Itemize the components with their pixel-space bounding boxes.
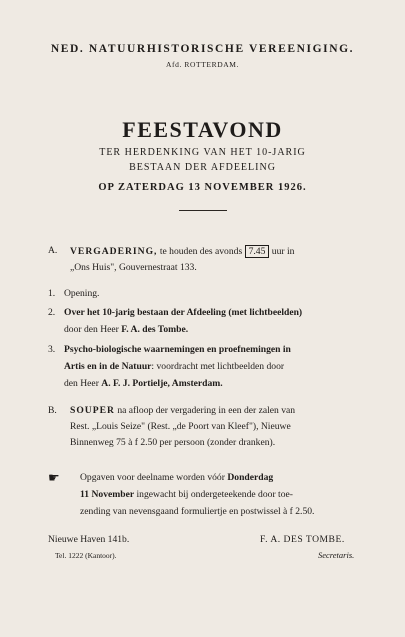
- program-item-1: Opening.: [64, 288, 100, 299]
- program-num-2: 2.: [48, 307, 56, 318]
- program-item-3-line2: [64, 361, 284, 372]
- program-item-2-line1: Over het 10-jarig bestaan der Afdeeling (met lichtbeelden): [64, 307, 303, 318]
- section-b-line2: Rest. „Louis Seize" (Rest. „de Poort van Kleef"), Nieuwe: [70, 421, 291, 432]
- section-b-letter: B.: [48, 405, 57, 416]
- section-a-line1: [70, 245, 294, 258]
- section-a-heading: VERGADERING,: [70, 246, 158, 257]
- subtitle-line-2: BESTAAN DER AFDEELING: [129, 162, 276, 173]
- footer-signatory: F. A. DES TOMBE.: [260, 534, 345, 545]
- section-a-text: te houden des avonds: [159, 246, 243, 257]
- section-a-letter: A.: [48, 245, 58, 256]
- program-num-1: 1.: [48, 288, 56, 299]
- notice-line2: [80, 489, 293, 500]
- program-item-2-line2: [64, 324, 188, 335]
- section-b-line1-rest: na afloop der vergadering in een der zalen van: [117, 405, 296, 416]
- notice-line3: zending van nevensgaand formuliertje en postwissel à f 2.50.: [80, 506, 315, 517]
- divider: [179, 210, 227, 211]
- program-item-3-speaker: A. F. J. Portielje, Amsterdam.: [101, 378, 223, 389]
- time-box: 7.45: [245, 245, 270, 258]
- pointing-hand-icon: ☛: [48, 470, 60, 485]
- event-date: OP ZATERDAG 13 NOVEMBER 1926.: [98, 182, 307, 193]
- program-item-3-rest: : voordracht met lichtbeelden door: [151, 361, 285, 372]
- notice-deadline-day: Donderdag: [227, 472, 274, 483]
- program-num-3: 3.: [48, 344, 56, 355]
- notice-line1-prefix: Opgaven voor deelname worden vóór: [80, 472, 225, 483]
- section-b-line1: [70, 405, 295, 416]
- footer-role: Secretaris.: [318, 550, 355, 560]
- notice-line1: [80, 472, 273, 483]
- program-item-2-speaker: F. A. des Tombe.: [121, 324, 189, 335]
- footer-phone: Tel. 1222 (Kantoor).: [55, 551, 117, 560]
- organization-name: NED. NATUURHISTORISCHE VEREENIGING.: [50, 43, 355, 55]
- section-b-heading: SOUPER: [70, 405, 115, 416]
- program-item-3-line3: [64, 378, 223, 389]
- program-item-3-prefix: den Heer: [64, 378, 99, 389]
- program-item-2-prefix: door den Heer: [64, 324, 119, 335]
- section-a-text-after: uur in: [271, 246, 295, 257]
- section-b-line3: Binnenweg 75 à f 2.50 per persoon (zonder dranken).: [70, 437, 276, 448]
- subtitle-line-1: TER HERDENKING VAN HET 10-JARIG: [99, 147, 306, 158]
- notice-deadline-date: 11 November: [80, 489, 135, 500]
- program-item-3-line1: Psycho-biologische waarnemingen en proefnemingen in: [64, 344, 291, 355]
- event-title: FEESTAVOND: [122, 117, 283, 142]
- footer-address: Nieuwe Haven 141b.: [48, 534, 130, 545]
- program-item-3-bold: Artis en in de Natuur: [64, 361, 152, 372]
- department-name: Afd. ROTTERDAM.: [166, 60, 239, 69]
- notice-line2-rest: ingewacht bij ondergeteekende door toe-: [136, 489, 293, 500]
- section-a-line2: „Ons Huis", Gouvernestraat 133.: [70, 262, 197, 273]
